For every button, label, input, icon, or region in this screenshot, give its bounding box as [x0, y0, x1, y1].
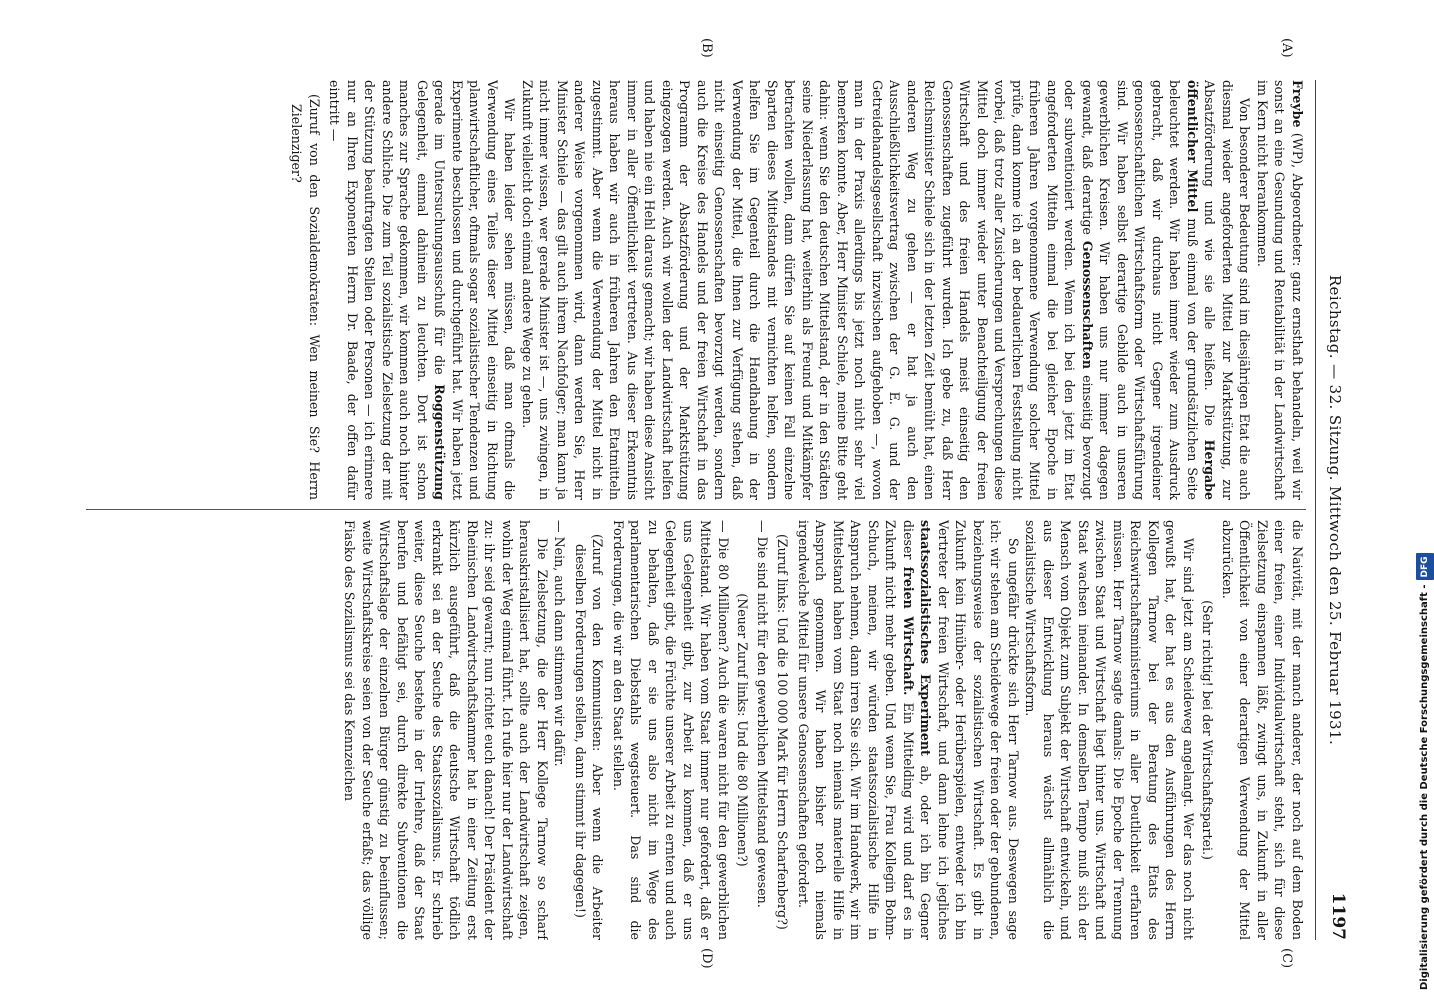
text-run: Ein Mittelding wird und darf es in Zukunft nicht mehr geben. Und wenn Sie, Frau Kollegin Bohm-Schuch, meinen, wir würden staatssozialistische Hilfe in Anspruch nehmen, dann irren Sie sich. Wir im Handwerk, wir im Mittelstand haben vom Staat noch niemals materielle Hilfe in Anspruch genommen. Wir haben bisher noch niemals irgendwelche Mittel für unsere Genossenschaften gefordert. — [796, 520, 916, 940]
interjection: (Neuer Zuruf links: Und die 80 Millionen?) — [735, 593, 751, 867]
watermark-text: Digitalisierung gefördert durch die Deutsche Forschungsgemeinschaft - — [1419, 584, 1430, 990]
interjection: (Sehr richtig! bei der Wirtschaftspartei.) — [1200, 600, 1216, 860]
header-rule — [1315, 80, 1316, 940]
emphasis: freien Wirtschaft. — [901, 566, 916, 696]
page-number: 1197 — [1328, 892, 1348, 940]
margin-marker-a: (A) — [1279, 38, 1294, 58]
paragraph: — Nein, auch dann stimmen wir dafür. — [552, 520, 568, 767]
speaker-rest: (WP), Abgeordneter: ganz ernsthaft behandeln, weil wir sonst an eine Gesundung und Rentabilität in der Landwirtschaft im Kern nicht herankommen. — [1255, 80, 1305, 500]
paragraph: Wir sind jetzt am Scheideweg angelangt. Wer das noch nicht gewußt hat, der hat es aus den Ausführungen des Herrn Kollegen Tarnow bei der Beratung des Etats des Reichswirtschaftsministeriums in aller Deutlichkeit erfahren müssen. Herr Tarnow sagte damals: Die Epoche der Trennung zwischen Staat und Wirtschaft liegt hinter uns. Wirtschaft und Staat wachsen ineinander. In demselben Tempo muß sich der Mensch vom Objekt zum Subjekt der Wirtschaft entwickeln, und aus dieser Entwicklung heraus wächst allmählich die sozialistische Wirtschaftsform. — [1023, 520, 1196, 940]
text-run: ab, oder ich bin Gegner dieser — [901, 520, 934, 940]
column-divider — [86, 509, 1306, 510]
right-column — [76, 520, 1306, 940]
interjection: (Zuruf von den Sozialdemokraten: Wen meinen Sie? Herrn Zielenziger? — [289, 94, 322, 500]
text-run: muß einmal von der grundsätzlichen Seite beleuchtet werden. Wir haben immer wieder zum Ausdruck gebracht, daß wir durchaus nicht Gegner irgendeiner genossenschaftlichen Wirtschaftsform oder Wirtschaftsführung sind. Wir haben selbst derartige Gebilde auch in unseren gewerblichen Kreisen. Wir haben uns nur immer dagegen gewandt, daß derartige — [1080, 80, 1200, 500]
watermark-strip — [1416, 6, 1434, 994]
paragraph — [795, 520, 1023, 940]
running-head — [1320, 80, 1350, 940]
margin-marker-d: (D) — [699, 948, 714, 969]
speaker-name: Freybe — [1290, 80, 1305, 128]
paragraph — [1254, 80, 1307, 500]
emphasis: Genossenschaften — [1080, 240, 1095, 370]
text-run: Gelegenheit, einmal dahinein zu leuchten. Dort ist schon manches zur Sprache gekommen, wir kommen auch noch hinter andere Schliche. Die zum Teil sozialistische Zielsetzung der mit der Stützung beauftragten Stellen oder Personen — ich erinnere nur an Ihren Exponenten Herrn Dr. Baade, der offen dafür eintritt — — [327, 80, 430, 500]
emphasis: Roggenstützung — [432, 384, 448, 500]
paragraph — [326, 80, 519, 500]
margin-marker-c: (C) — [1279, 948, 1294, 969]
interjection: (Zuruf von den Kommunisten: Aber wenn die Arbeiter dieselben Forderungen stellen, dann stimmt ihr dagegen!) — [573, 534, 606, 940]
text-run: einseitig bevorzugt oder subventioniert werden. Wenn ich bei den jetzt im Etat angeforderten Mitteln einmal die bei gleicher Epoche in früheren Jahren vorgenommene Verwendung solcher Mittel prüfe, dann komme ich an der bedauerlichen Feststellung nicht vorbei, daß trotz aller Zusicherungen und Versprechungen diese Mittel doch immer wieder unter Benachteiligung der freien Wirtschaft und des freien Handels meist einseitig den Genossenschaften zugeführt wurden. Ich gebe zu, daß Herr Reichsminister Schiele sich in der letzten Zeit bemüht hat, einen anderen Weg zu gehen — er hat ja auch den Ausschließlichkeitsvertrag zwischen der G. E. G. und der Getreidehandelsgesellschaft inzwischen aufgehoben —, wovon man in der Praxis allerdings bis jetzt noch nicht sehr viel bemerken konnte. Aber, Herr Minister Schiele, meine Bitte geht dahin: wenn Sie den deutschen Mittelstand, der in den Städten seine Niederlassung hat, weiterhin als Freund und Mitkämpfer betrachten wollen, dann dürfen Sie auf keinen Fall einzelne Sparten dieses Mittelstandes mit vernichten helfen, sondern helfen Sie im Gegenteil durch die Handhabung in der Verwendung der Mittel, die Ihnen zur Verfügung stehen, daß nicht einseitig Genossenschaften bevorzugt werden, sondern auch die Kreise des Handels und der freien Wirtschaft in das Programm der Absatzförderung und der Marktstützung eingezogen werden. Auch wir wollen der Landwirtschaft helfen und haben nie ein Hehl daraus gemacht; wir haben diese Ansicht immer in aller Öffentlichkeit vertreten. Aus dieser Erkenntnis heraus haben wir auch in früheren Jahren den Etatmitteln zugestimmt. Aber wenn die Verwendung der Mittel nicht in anderer Weise vorgenommen wird, dann werden Sie, Herr Minister Schiele — das gilt auch ihrem Nachfolger; man kann ja nicht immer wissen, wer gerade Minister ist —, uns zwingen, in Zukunft vielleicht doch einmal andere Wege zu gehen. — [520, 80, 1095, 500]
text-run: Wir haben leider sehen müssen, daß man oftmals die Verwendung eines Teiles dieser Mittel einseitig in Richtung planwirtschaftlicher, oftmals sogar sozialistischer Tendenzen und Experimente beschlossen und durchgeführt hat. Wir haben jetzt gerade im Untersuchungsausschuß für die — [432, 80, 518, 500]
text-run: So ungefähr drückte sich Herr Tarnow aus. Deswegen sage ich: wir stehen am Scheidewege der freien oder der gebundenen, beziehungsweise der sozialistischen Wirtschaft. Es gibt in Zukunft kein Hinüber- oder Herüberspielen, entweder ich bin Vertreter der freien Wirtschaft, und dann lehne ich jegliches — [936, 520, 1021, 940]
paragraph: — Die 80 Millionen? Auch die waren nicht für den gewerblichen Mittelstand. Wir haben vom Staat immer nur gefordert, daß er uns Gelegenheit gibt, zur Arbeit zu kommen, daß er uns Gelegenheit gibt, die Früchte unserer Arbeit zu ernten und auch zu behalten, daß er sie uns also nicht im Wege des parlamentarischen Diebstahls wegsteuert. Das sind die Forderungen, die wir an den Staat stellen. — [611, 520, 731, 940]
paragraph: — Die sind nicht für den gewerblichen Mittelstand gewesen. — [755, 520, 770, 908]
interjection: (Zuruf links: Und die 100 000 Mark für Herrn Scharfenberg?) — [775, 534, 791, 930]
text-run: Von besonderer Bedeutung sind im diesjährigen Etat die auch diesmal wieder angeforderten Mittel zur Marktstützung, zur Absatzförderung und wie sie alle heißen. Die — [1202, 80, 1253, 500]
left-column — [76, 80, 1306, 500]
watermark — [1416, 6, 1434, 994]
emphasis: staatssozialistisches Experiment — [918, 520, 934, 756]
paragraph — [519, 80, 1254, 500]
margin-marker-b: (B) — [699, 38, 714, 58]
dfg-logo: DFG — [1416, 553, 1434, 580]
emphasis: Hergabe öffentlicher Mittel — [1185, 80, 1218, 500]
paragraph: die Naivität, mit der manch anderer, der noch auf dem Boden einer freien, einer Individualwirtschaft steht, sich für diese Zielsetzung einspannen läßt, zwingt uns, in Zukunft in aller Öffentlichkeit von einer derartigen Verwendung der Mittel abzurücken. — [1220, 520, 1305, 940]
paragraph: Die Zielsetzung, die der Herr Kollege Tarnow so scharf herauskristallisiert hat, sollte auch der Landwirtschaft zeigen, wohin der Weg einmal führt. Ich rufe hier nur der Landwirtschaft zu: ihr seid gewarnt; nun richtet euch danach! Der Präsident der Rheinischen Landwirtschaftskammer hat in einer Zeitung erst kürzlich ausgeführt, daß die deutsche Wirtschaft tödlich erkrankt sei an der Seuche des Staatssozialismus. Er schrieb weiter, diese Seuche bestehe in der Irrlehre, daß der Staat berufen und befähigt sei, durch direkte Subventionen die Wirtschaftslage der einzelnen Bürger günstig zu beeinflussen; weite Wirtschaftskreise seien von der Seuche erfaßt; das völlige Fiasko des Sozialismus sei das Kennzeichen — [342, 520, 550, 940]
running-head-title: Reichstag. — 32. Sitzung. Mittwoch den 25. Februar 1931. — [1326, 274, 1344, 746]
